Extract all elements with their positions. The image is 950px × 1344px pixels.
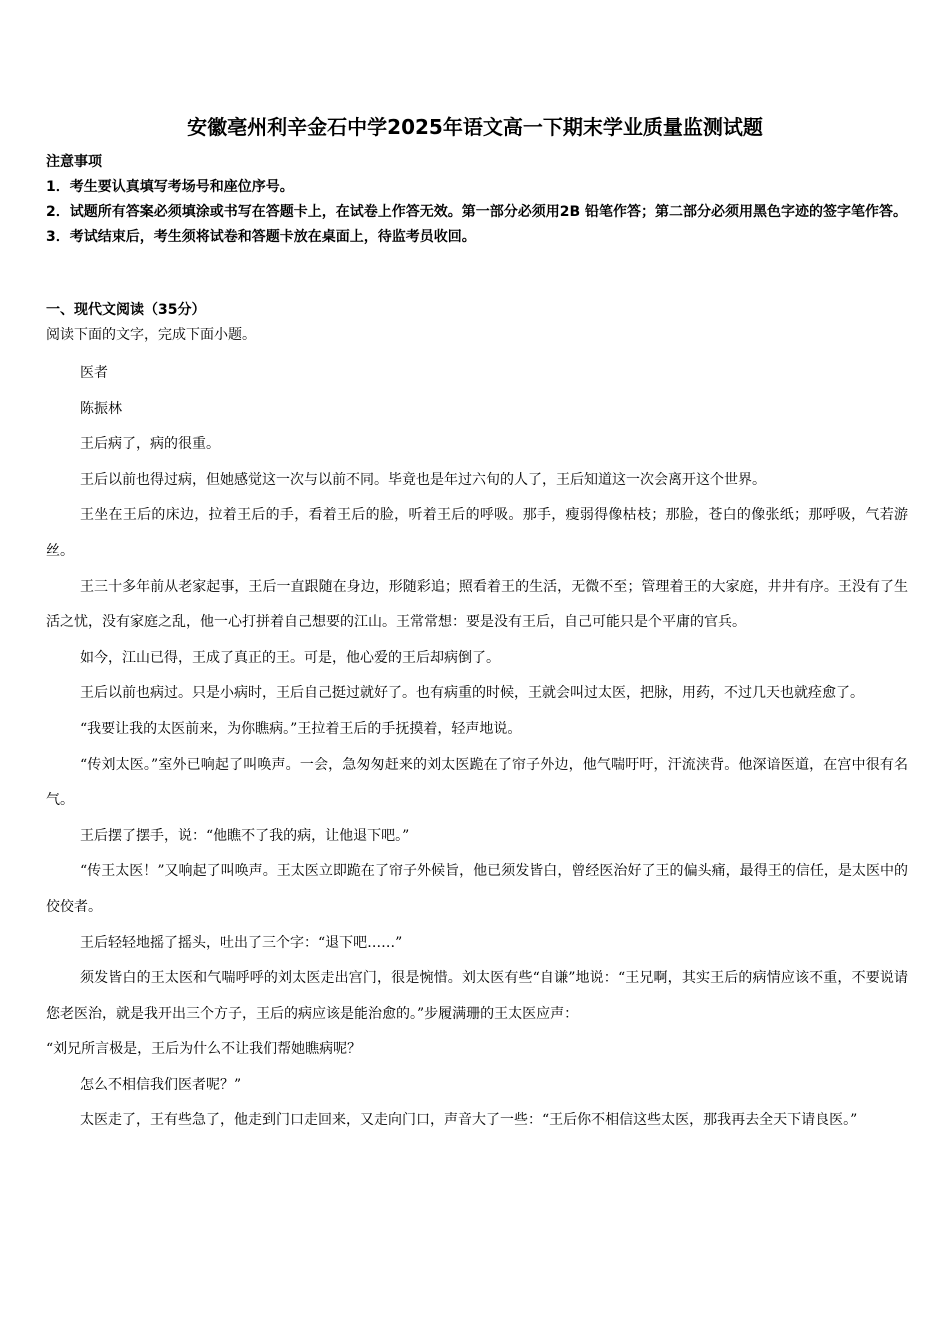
article-paragraph: 王后以前也病过。只是小病时，王后自己挺过就好了。也有病重的时候，王就会叫过太医，把脉，用药，不过几天也就痊愈了。: [80, 685, 864, 702]
article-paragraph: “我要让我的太医前来，为你瞧病。”王拉着王后的手抚摸着，轻声地说。: [80, 720, 522, 737]
section-heading: 一、现代文阅读（35分）: [46, 302, 206, 318]
notice-item: 2．试题所有答案必须填涂或书写在答题卡上，在试卷上作答无效。第一部分必须用2B 铅笔作答；第二部分必须用黑色字迹的签字笔作答。: [46, 204, 908, 220]
reading-section: [46, 298, 908, 348]
section-instruction: 阅读下面的文字，完成下面小题。: [46, 327, 256, 343]
article-paragraph: 王后轻轻地摇了摇头，吐出了三个字：“退下吧……”: [80, 934, 403, 951]
article-paragraph: 怎么不相信我们医者呢？”: [80, 1076, 242, 1093]
article-paragraph: “传刘太医。”室外已响起了叫唤声。一会，急匆匆赶来的刘太医跪在了帘子外边，他气喘吁吁，汗流浃背。他深谙医道，在宫中很有名气。: [46, 756, 908, 809]
notice-section: [46, 150, 908, 250]
notice-item: 3．考试结束后，考生须将试卷和答题卡放在桌面上，待监考员收回。: [46, 229, 476, 245]
article-paragraph: 须发皆白的王太医和气喘呼呼的刘太医走出宫门，很是惋惜。刘太医有些“自谦”地说：“王兄啊，其实王后的病情应该不重，不要说请您老医治，就是我开出三个方子，王后的病应该是能治愈的。”步履满珊的王太医应声：: [46, 970, 908, 1022]
article-body: [46, 356, 908, 1139]
notice-heading: 注意事项: [46, 154, 102, 170]
article-paragraph: 太医走了，王有些急了，他走到门口走回来，又走向门口，声音大了一些：“王后你不相信这些太医，那我再去全天下请良医。”: [80, 1112, 858, 1129]
article-paragraph: 王后以前也得过病，但她感觉这一次与以前不同。毕竟也是年过六旬的人了，王后知道这一次会离开这个世界。: [80, 471, 766, 488]
article-title: 医者: [80, 365, 108, 381]
article-paragraph: 王后病了，病的很重。: [80, 436, 220, 453]
article-author: 陈振林: [80, 400, 122, 417]
article-paragraph: 王坐在王后的床边，拉着王后的手，看着王后的脸，听着王后的呼吸。那手，瘦弱得像枯枝；那脸，苍白的像张纸；那呼吸，气若游丝。: [46, 507, 908, 559]
article-paragraph: 王后摆了摆手，说：“他瞧不了我的病，让他退下吧。”: [80, 827, 410, 844]
article-paragraph: 王三十多年前从老家起事，王后一直跟随在身边，形随彩追；照看着王的生活，无微不至；管理着王的大家庭，井井有序。王没有了生活之忧，没有家庭之乱，他一心打拼着自己想要的江山。王常常想：要是没有王后，自己可能只是个平庸的官兵。: [46, 578, 908, 631]
article-paragraph: “刘兄所言极是，王后为什么不让我们帮她瞧病呢？: [46, 1041, 362, 1058]
exam-title: 安徽亳州利辛金石中学2025年语文高一下期末学业质量监测试题: [187, 115, 763, 139]
article-paragraph: “传王太医！”又响起了叫唤声。王太医立即跪在了帘子外候旨，他已须发皆白，曾经医治好了王的偏头痛，最得王的信任，是太医中的佼佼者。: [46, 863, 908, 915]
notice-item: 1．考生要认真填写考场号和座位序号。: [46, 179, 294, 195]
article-paragraph: 如今，江山已得，王成了真正的王。可是，他心爱的王后却病倒了。: [80, 649, 500, 666]
